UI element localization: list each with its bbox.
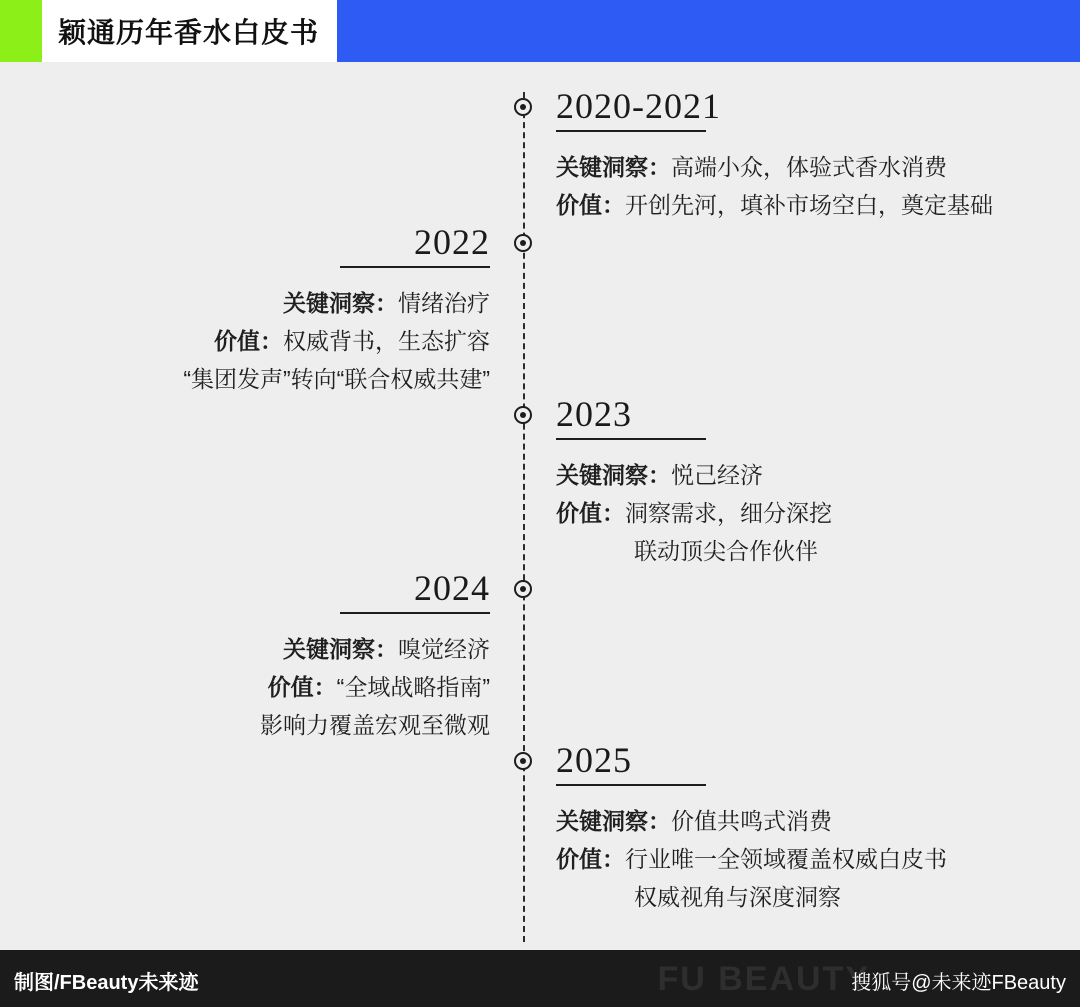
timeline-entry [24, 568, 490, 744]
entry-line-label: 关键洞察： [283, 290, 398, 316]
entry-rule [556, 438, 706, 440]
entry-line [24, 630, 490, 668]
entry-line [556, 148, 1056, 186]
entry-line-text: 影响力覆盖宏观至微观 [260, 712, 490, 738]
entry-line [556, 532, 1056, 570]
entry-line-text: 情绪治疗 [398, 290, 490, 316]
entry-rule [340, 266, 490, 268]
entry-line-text: 联动顶尖合作伙伴 [634, 538, 818, 564]
header-title-box [42, 0, 337, 62]
entry-line-label: 价值： [556, 500, 625, 526]
entry-lines [556, 456, 1056, 570]
entry-line-text: 权威背书，生态扩容 [283, 328, 490, 354]
entry-rule [556, 784, 706, 786]
entry-rule [556, 130, 706, 132]
entry-line-label: 价值： [214, 328, 283, 354]
timeline-entry [556, 740, 1056, 916]
entry-lines [556, 148, 1056, 224]
entry-line-label: 关键洞察： [556, 808, 671, 834]
entry-line-text: 行业唯一全领域覆盖权威白皮书 [625, 846, 947, 872]
timeline-entry [556, 86, 1056, 224]
entry-line-label: 关键洞察： [283, 636, 398, 662]
entry-line-text: “全域战略指南” [336, 674, 490, 700]
timeline-node [514, 752, 532, 770]
entry-line-text: 开创先河，填补市场空白，奠定基础 [625, 192, 993, 218]
entry-line [556, 840, 1056, 878]
entry-line [24, 322, 490, 360]
entry-line [556, 802, 1056, 840]
entry-lines [556, 802, 1056, 916]
entry-line [24, 360, 490, 398]
timeline-node [514, 234, 532, 252]
timeline-node [514, 406, 532, 424]
entry-line-text: 价值共鸣式消费 [671, 808, 832, 834]
entry-line-label: 关键洞察： [556, 462, 671, 488]
entry-line-label: 价值： [556, 192, 625, 218]
timeline-node [514, 580, 532, 598]
footer-watermark: 搜狐号@未来迹FBeauty [851, 972, 1066, 994]
entry-line [556, 456, 1056, 494]
entry-line-label: 关键洞察： [556, 154, 671, 180]
entry-line-text: 嗅觉经济 [398, 636, 490, 662]
entry-line [556, 186, 1056, 224]
entry-line [556, 494, 1056, 532]
timeline-node [514, 98, 532, 116]
entry-line-label: 价值： [556, 846, 625, 872]
timeline [0, 62, 1080, 950]
timeline-axis [523, 92, 525, 942]
timeline-entry [24, 222, 490, 398]
entry-year: 2022 [414, 222, 490, 262]
entry-rule [340, 612, 490, 614]
timeline-entry [556, 394, 1056, 570]
entry-year: 2025 [556, 740, 632, 780]
entry-line-label: 价值： [267, 674, 337, 700]
entry-lines [24, 630, 490, 744]
entry-year: 2020-2021 [556, 86, 721, 126]
entry-line-text: 洞察需求，细分深挖 [625, 500, 832, 526]
entry-year: 2023 [556, 394, 632, 434]
footer-credit: 制图/FBeauty未来迹 [14, 972, 199, 994]
entry-line [24, 706, 490, 744]
header-accent-block [0, 0, 42, 62]
entry-line [24, 668, 490, 706]
footer-ghost-logo: FU BEAUTY [657, 960, 870, 998]
entry-line-text: 权威视角与深度洞察 [634, 884, 841, 910]
entry-year: 2024 [414, 568, 490, 608]
entry-line-text: 高端小众，体验式香水消费 [671, 154, 947, 180]
entry-line-text: 悦己经济 [671, 462, 763, 488]
entry-line [24, 284, 490, 322]
entry-line-text: “集团发声”转向“联合权威共建” [183, 366, 490, 392]
entry-lines [24, 284, 490, 398]
header [0, 0, 1080, 62]
page-title: 颖通历年香水白皮书 [58, 17, 320, 48]
footer [0, 950, 1080, 1007]
entry-line [556, 878, 1056, 916]
